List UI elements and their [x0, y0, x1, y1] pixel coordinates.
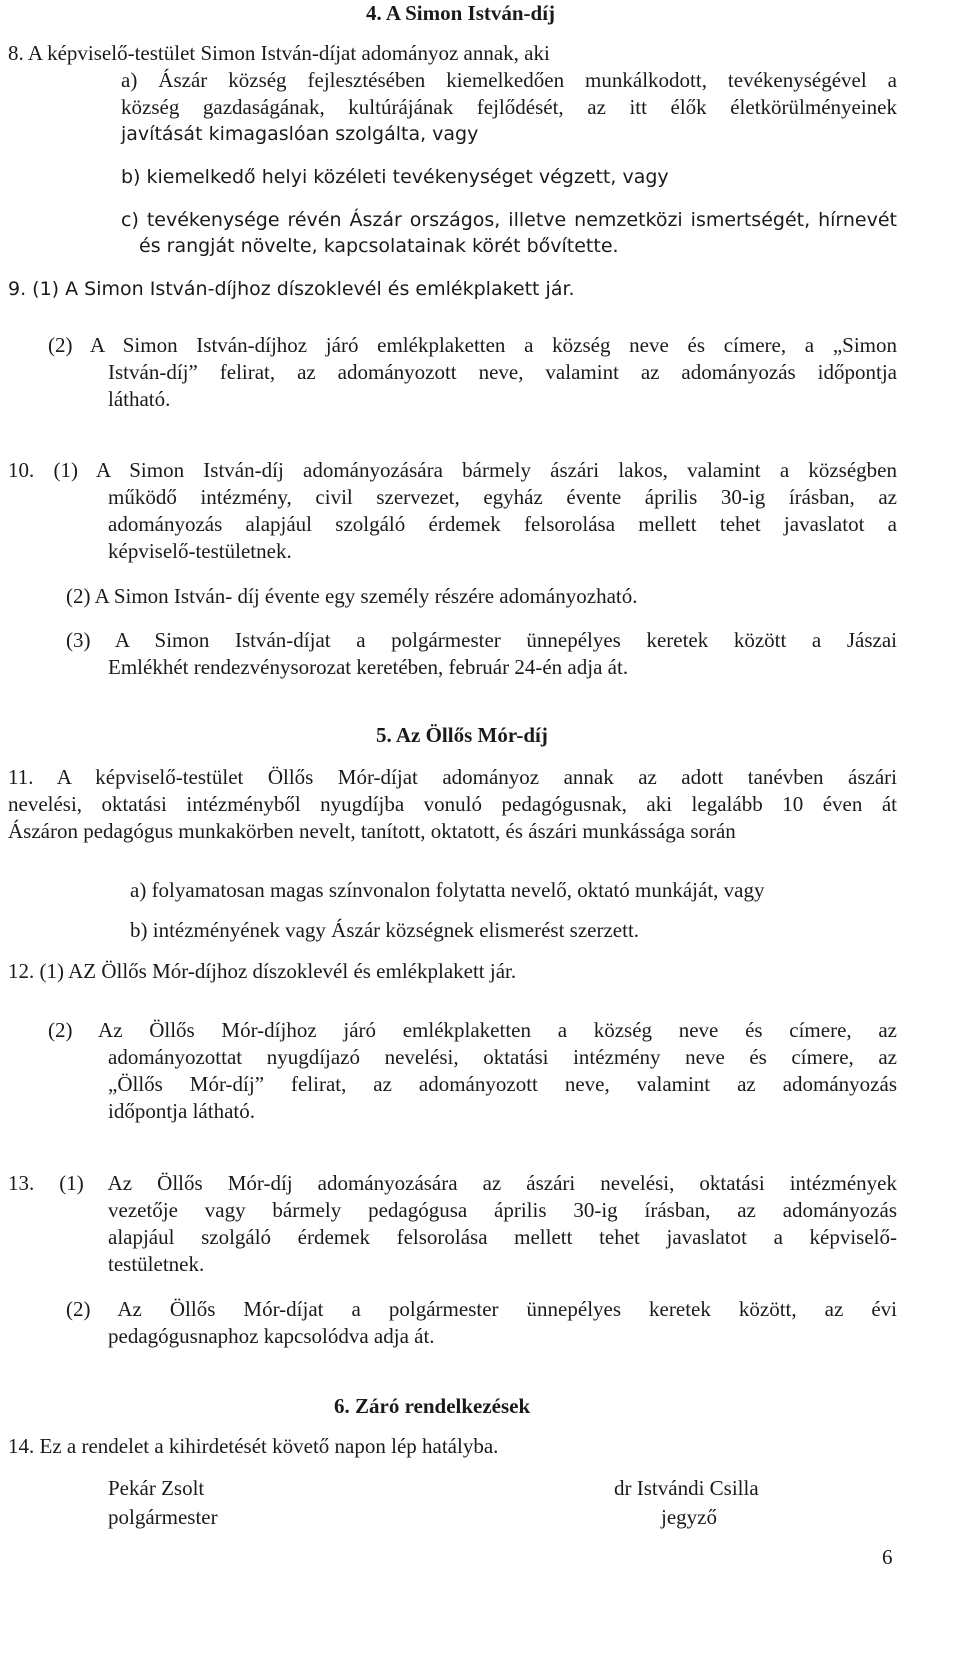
paragraph-10-3: Emlékhét rendezvénysorozat keretében, február 24-én adja át. — [108, 655, 629, 679]
section-title-ollos-mor-dij: 5. Az Öllős Mór-díj — [376, 723, 548, 747]
paragraph-13-1: alapjául szolgáló érdemek felsorolása mellett tehet javaslatot a képviselő- — [108, 1225, 897, 1249]
paragraph-10-1: működő intézmény, civil szervezet, egyház évente április 30-ig írásban, az — [108, 485, 897, 509]
signature-mayor-name: Pekár Zsolt — [108, 1476, 205, 1500]
paragraph-8-item-c: c) tevékenysége révén Ászár országos, illetve nemzetközi ismertségét, hírnevét — [121, 209, 897, 231]
paragraph-10-1: adományozás alapjául szolgáló érdemek felsorolása mellett tehet javaslatot a — [108, 512, 897, 536]
paragraph-12-1: 12. (1) AZ Öllős Mór-díjhoz díszoklevél és emlékplakett jár. — [8, 959, 517, 983]
page-number: 6 — [882, 1545, 893, 1569]
paragraph-10-1: képviselő-testületnek. — [108, 539, 292, 563]
paragraph-10-1: 10. (1) A Simon István-díj adományozására bármely ászári lakos, valamint a községben — [8, 458, 897, 482]
paragraph-13-1: testületnek. — [108, 1252, 205, 1276]
paragraph-11-item-b: b) intézményének vagy Ászár községnek elismerést szerzett. — [130, 918, 640, 942]
paragraph-12-2: időpontja látható. — [108, 1099, 255, 1123]
paragraph-13-2: (2) Az Öllős Mór-díjat a polgármester ünnepélyes keretek között, az évi — [66, 1297, 897, 1321]
paragraph-13-1: vezetője vagy bármely pedagógusa április 30-ig írásban, az adományozás — [108, 1198, 897, 1222]
paragraph-8-item-c: és rangját növelte, kapcsolatainak körét bővítette. — [139, 235, 619, 257]
paragraph-12-2: „Öllős Mór-díj” felirat, az adományozott neve, valamint az adományozás — [108, 1072, 897, 1096]
paragraph-9-2: (2) A Simon István-díjhoz járó emlékplaketten a község neve és címere, a „Simon — [48, 333, 897, 357]
paragraph-13-1: 13. (1) Az Öllős Mór-díj adományozására az ászári nevelési, oktatási intézmények — [8, 1171, 897, 1195]
paragraph-10-3: (3) A Simon István-díjat a polgármester ünnepélyes keretek között a Jászai — [66, 628, 897, 652]
signature-notary-title: jegyző — [661, 1505, 717, 1529]
paragraph-11: Ászáron pedagógus munkakörben nevelt, tanított, oktatott, és ászári munkássága során — [8, 819, 736, 843]
section-title-simon-istvan-dij: 4. A Simon István-díj — [366, 1, 556, 25]
paragraph-10-2: (2) A Simon István- díj évente egy személy részére adományozható. — [66, 584, 638, 608]
paragraph-8-intro: 8. A képviselő-testület Simon István-díjat adományoz annak, aki — [8, 41, 550, 65]
signature-mayor-title: polgármester — [108, 1505, 218, 1529]
paragraph-8-item-a: a) Ászár község fejlesztésében kiemelkedően munkálkodott, tevékenységével a — [121, 68, 897, 92]
section-title-zaro-rendelkezesek: 6. Záró rendelkezések — [334, 1394, 531, 1418]
paragraph-11-item-a: a) folyamatosan magas színvonalon folytatta nevelő, oktató munkáját, vagy — [130, 878, 765, 902]
paragraph-9-1: 9. (1) A Simon István-díjhoz díszoklevél és emlékplakett jár. — [8, 278, 575, 300]
paragraph-11: nevelési, oktatási intézményből nyugdíjba vonuló pedagógusnak, aki legalább 10 éven át — [8, 792, 897, 816]
paragraph-9-2: látható. — [108, 387, 171, 411]
paragraph-8-item-b: b) kiemelkedő helyi közéleti tevékenységet végzett, vagy — [121, 166, 669, 188]
paragraph-11: 11. A képviselő-testület Öllős Mór-díjat adományoz annak az adott tanévben ászári — [8, 765, 897, 789]
signature-notary-name: dr Istvándi Csilla — [614, 1476, 759, 1500]
paragraph-9-2: István-díj” felirat, az adományozott neve, valamint az adományozás időpontja — [108, 360, 897, 384]
paragraph-8-item-a: község gazdaságának, kultúrájának fejlődését, az itt élők életkörülményeinek — [121, 95, 897, 119]
paragraph-12-2: (2) Az Öllős Mór-díjhoz járó emlékplaketten a község neve és címere, az — [48, 1018, 897, 1042]
paragraph-14: 14. Ez a rendelet a kihirdetését követő napon lép hatályba. — [8, 1434, 499, 1458]
paragraph-13-2: pedagógusnaphoz kapcsolódva adja át. — [108, 1324, 435, 1348]
paragraph-12-2: adományozottat nyugdíjazó nevelési, oktatási intézmény neve és címere, az — [108, 1045, 897, 1069]
paragraph-8-item-a: javítását kimagaslóan szolgálta, vagy — [121, 123, 479, 145]
